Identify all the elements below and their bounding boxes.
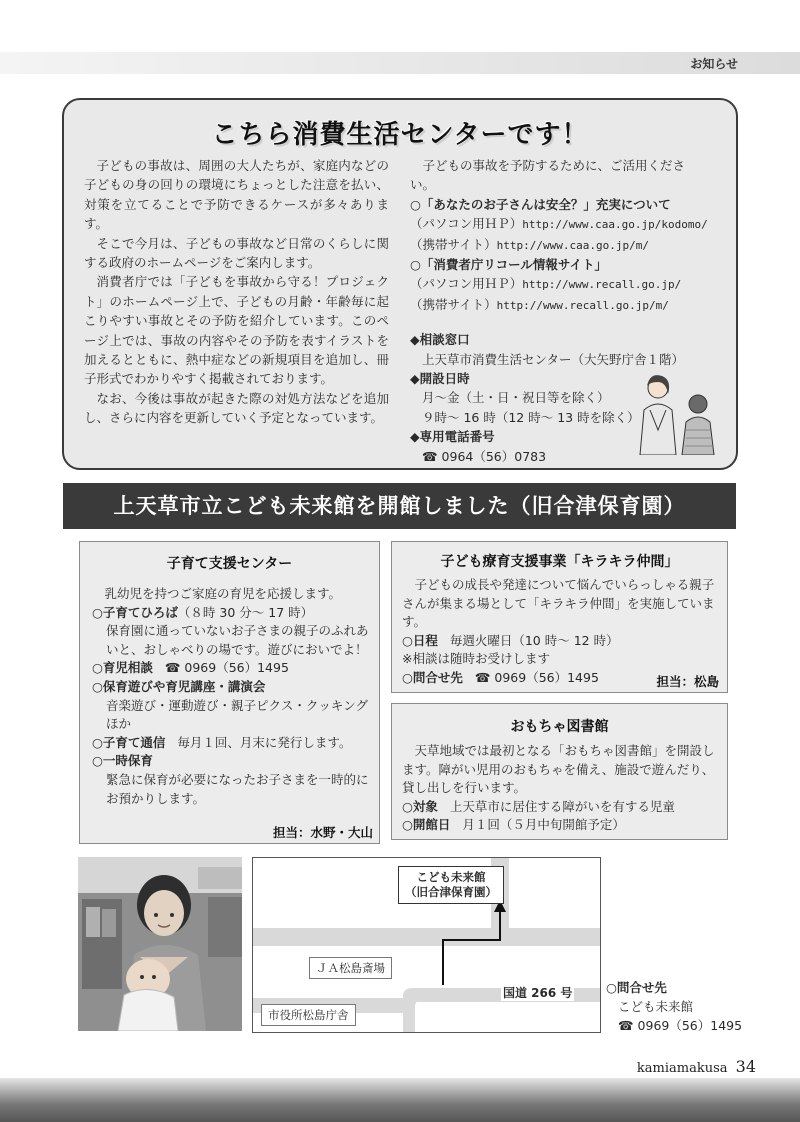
contact-phone: ☎ 0969（56）1495 xyxy=(618,1018,743,1033)
hiroba-heading: ○子育てひろば xyxy=(92,604,178,620)
open-heading: ◆開設日時 xyxy=(410,371,470,387)
play-heading: ○保育遊びや育児講座・講演会 xyxy=(92,678,266,694)
news-line xyxy=(92,734,369,753)
support-staff: 担当：水野・大山 xyxy=(272,825,373,840)
link2-pc-label: （パソコン用ＨＰ） xyxy=(410,276,523,292)
temp-desc: 緊急に保育が必要になったお子さまを一時的にお預かりします。 xyxy=(106,771,369,806)
map-destination xyxy=(398,866,504,904)
link2-title: ○「消費者庁リコール情報サイト」 xyxy=(410,257,608,273)
schedule-value: 毎週火曜日（10 時～ 12 時） xyxy=(449,632,619,648)
magazine-name: kamiamakusa xyxy=(636,1061,728,1076)
hiroba-desc: 保育園に通っていないお子さまの親子のふれあいと、おしゃべりの場です。遊びにおいでよ！ xyxy=(106,623,369,657)
toy-open-heading: ○開館日 xyxy=(402,817,451,833)
schedule-heading: ○日程 xyxy=(402,632,438,648)
consult-phone: ☎ 0969（56）1495 xyxy=(164,660,289,676)
consumer-center-title: こちら消費生活センターです！ xyxy=(211,120,589,150)
consumer-center-left-column xyxy=(84,156,389,428)
link2-pc-url[interactable]: http://www.recall.go.jp/ xyxy=(522,278,682,292)
consumer-paragraph: そこで今月は、子どもの事故など日常のくらしに関する政府のホームページをご案内します。 xyxy=(84,235,389,271)
staff-photo xyxy=(78,857,242,1031)
open-hours: ９時～ 16 時（12 時～ 13 時を除く） xyxy=(422,409,640,425)
kirakira-note: ※相談は随時お受けします xyxy=(402,651,550,667)
link1-mobile-url[interactable]: http://www.caa.go.jp/m/ xyxy=(496,238,649,252)
schedule-line xyxy=(402,632,717,651)
toy-open-value: 月１回（５月中旬開館予定） xyxy=(462,817,625,833)
toy-open-line xyxy=(402,816,717,835)
consultation-illustration xyxy=(620,370,725,455)
support-center-title: 子育て支援センター xyxy=(166,556,293,572)
open-days: 月～金（土・日・祝日等を除く） xyxy=(422,390,610,406)
link2-mobile xyxy=(410,295,714,315)
news-desc: 毎月１回、月末に発行します。 xyxy=(177,734,352,750)
link2-mobile-label: （携帯サイト） xyxy=(410,296,497,312)
phone-heading: ◆専用電話番号 xyxy=(410,429,495,445)
link1-mobile-label: （携帯サイト） xyxy=(410,236,497,252)
play-desc: 音楽遊び・運動遊び・親子ピクス・クッキングほか xyxy=(106,697,369,732)
support-center-box xyxy=(79,541,380,844)
map-city-office-label: 市役所松島庁舎 xyxy=(261,1004,356,1026)
map-destination-name: こども未来館 xyxy=(416,870,486,884)
consult-value: 上天草市消費生活センター（大矢野庁舎１階） xyxy=(422,351,685,367)
right-intro-cont: い。 xyxy=(410,177,436,193)
contact-name: こども未来館 xyxy=(618,999,694,1014)
link2-pc xyxy=(410,274,714,294)
consumer-paragraph: 消費者庁では「子どもを事故から守る！プロジェクト」のホームページ上で、子どもの月齢・年齢毎に起こりやすい事故とその予防を紹介しています。このページ上では、事故の内容やその予防を表すイラストを加えるとともに、熱中症などの新規項目を追加し、冊子形式でわかりやすく掲載されております。 xyxy=(84,274,389,387)
contact-heading: ○問合せ先 xyxy=(606,980,667,995)
kirakira-title: 子ども療育支援事業「キラキラ仲間」 xyxy=(440,554,679,570)
link2-mobile-url[interactable]: http://www.recall.go.jp/m/ xyxy=(496,298,669,312)
toy-library-box xyxy=(391,703,728,840)
target-line xyxy=(402,798,717,817)
kirakira-box xyxy=(391,541,728,693)
toy-library-title: おもちゃ図書館 xyxy=(510,719,609,735)
toy-intro: 天草地域では最初となる「おもちゃ図書館」を開設します。障がい児用のおもちゃを備え、施設で遊んだり、貸し出しを行います。 xyxy=(402,743,715,796)
link1-mobile xyxy=(410,235,714,255)
support-intro: 乳幼児を持つご家庭の育児を応援します。 xyxy=(104,586,342,601)
consult-heading: ○育児相談 xyxy=(92,660,153,676)
phone-value: ☎ 0964（56）0783 xyxy=(422,448,547,464)
section-label: お知らせ xyxy=(690,57,738,71)
link1-pc-label: （パソコン用ＨＰ） xyxy=(410,216,523,232)
news-heading: ○子育て通信 xyxy=(92,734,166,750)
kirakira-staff: 担当：松島 xyxy=(656,674,719,689)
target-heading: ○対象 xyxy=(402,798,438,814)
support-center-body xyxy=(80,573,379,808)
temp-heading: ○一時保育 xyxy=(92,753,153,769)
kirakira-contact-phone: ☎ 0969（56）1495 xyxy=(474,669,599,685)
consult-heading: ◆相談窓口 xyxy=(410,332,470,348)
mirai-contact xyxy=(606,978,742,1035)
mirai-banner-title: 上天草市立こども未来館を開館しました（旧合津保育園） xyxy=(113,494,686,518)
header-band xyxy=(0,52,800,74)
consumer-paragraph: なお、今後は事故が起きた際の対処方法などを追加し、さらに内容を更新していく予定となっています。 xyxy=(84,390,389,426)
consult-line xyxy=(92,659,369,678)
kirakira-contact-heading: ○問合せ先 xyxy=(402,669,463,685)
consumer-paragraph: 子どもの事故は、周囲の大人たちが、家庭内などの子どもの身の回りの環境にちょっとした注意を払い、対策を立てることで予防できるケースが多々あります。 xyxy=(84,158,389,232)
footer-band xyxy=(0,1078,800,1122)
link1-pc xyxy=(410,214,714,234)
page-number: 34 xyxy=(735,1057,756,1076)
map-ja-label: ＪＡ松島斎場 xyxy=(309,957,392,979)
map-road-label: 国道 266 号 xyxy=(503,986,573,1000)
link1-title: ○「あなたのお子さんは安全？」充実について xyxy=(410,196,671,212)
location-map xyxy=(252,857,601,1033)
hiroba-time: （８時 30 分～ 17 時） xyxy=(177,604,314,620)
map-destination-former: （旧合津保育園） xyxy=(405,885,497,899)
kirakira-body xyxy=(392,571,727,688)
toy-library-body xyxy=(392,736,727,835)
hiroba-line xyxy=(92,604,369,623)
page-footer xyxy=(637,1057,756,1076)
link1-pc-url[interactable]: http://www.caa.go.jp/kodomo/ xyxy=(522,218,708,232)
right-intro: 子どもの事故を予防するために、ご活用くださ xyxy=(422,158,686,173)
target-value: 上天草市に居住する障がいを有する児童 xyxy=(449,798,675,814)
kirakira-intro: 子どもの成長や発達について悩んでいらっしゃる親子さんが集まる場として「キラキラ仲間」を実施しています。 xyxy=(402,577,715,630)
